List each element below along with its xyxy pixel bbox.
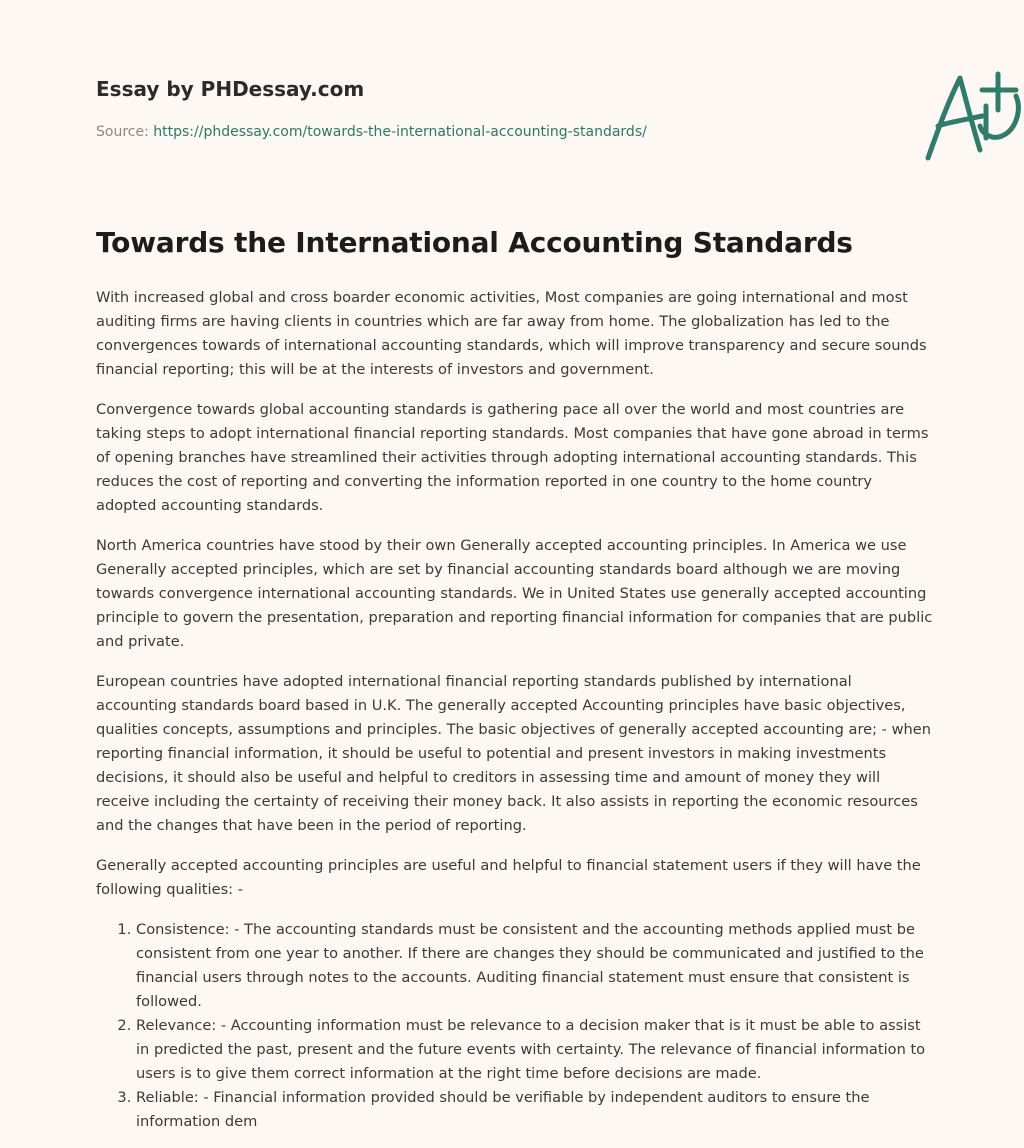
paragraph: Convergence towards global accounting standards is gathering pace all over the world and most countries are taking steps to adopt international financial reporting standards. Most companies that have gone abroad in terms of opening branches have streamlined their activities through adopting international accounting standards. This reduces the cost of reporting and converting the information reported in one country to the home country adopted accounting standards. <box>96 401 929 514</box>
source-link[interactable]: https://phdessay.com/towards-the-international-accounting-standards/ <box>153 124 647 140</box>
essay-body <box>96 286 936 1134</box>
document-title: Towards the International Accounting Standards <box>96 226 853 259</box>
paragraph: North America countries have stood by their own Generally accepted accounting principles. In America we use Generally accepted principles, which are set by financial accounting standards board although we are moving towards convergence international accounting standards. We in United States use generally accepted accounting principle to govern the presentation, preparation and reporting financial information for companies that are public and private. <box>96 537 933 650</box>
site-title: Essay by PHDessay.com <box>96 77 365 101</box>
source-label: Source: <box>96 124 149 140</box>
source-line <box>96 124 647 140</box>
list-item: 1. Consistence: - The accounting standards must be consistent and the accounting methods applied must be consistent from one year to another. If there are changes they should be communicated and justified to the financial users through notes to the accounts. Auditing financial statement must ensure that consistent is followed. <box>136 918 936 1014</box>
list-item: 2. Relevance: - Accounting information must be relevance to a decision maker that is it must be able to assist in predicted the past, present and the future events with certainty. The relevance of financial information to users is to give them correct information at the right time before decisions are made. <box>136 1014 936 1086</box>
qualities-list <box>96 918 936 1134</box>
paragraph: Generally accepted accounting principles are useful and helpful to financial statement users if they will have the following qualities: - <box>96 857 921 898</box>
paragraph: European countries have adopted international financial reporting standards published by international accounting standards board based in U.K. The generally accepted Accounting principles have basic objectives, qualities concepts, assumptions and principles. The basic objectives of generally accepted accounting are; - when reporting financial information, it should be useful to potential and present investors in making investments decisions, it should also be useful and helpful to creditors in assessing time and amount of money they will receive including the certainty of receiving their money back. It also assists in reporting the economic resources and the changes that have been in the period of reporting. <box>96 673 931 834</box>
paragraph: With increased global and cross boarder economic activities, Most companies are going international and most auditing firms are having clients in countries which are far away from home. The globalization has led to the convergences towards of international accounting standards, which will improve transparency and secure sounds financial reporting; this will be at the interests of investors and government. <box>96 289 927 378</box>
a-plus-grade-icon <box>916 66 1024 166</box>
list-item: 3. Reliable: - Financial information provided should be verifiable by independent auditors to ensure the information dem <box>136 1086 936 1134</box>
